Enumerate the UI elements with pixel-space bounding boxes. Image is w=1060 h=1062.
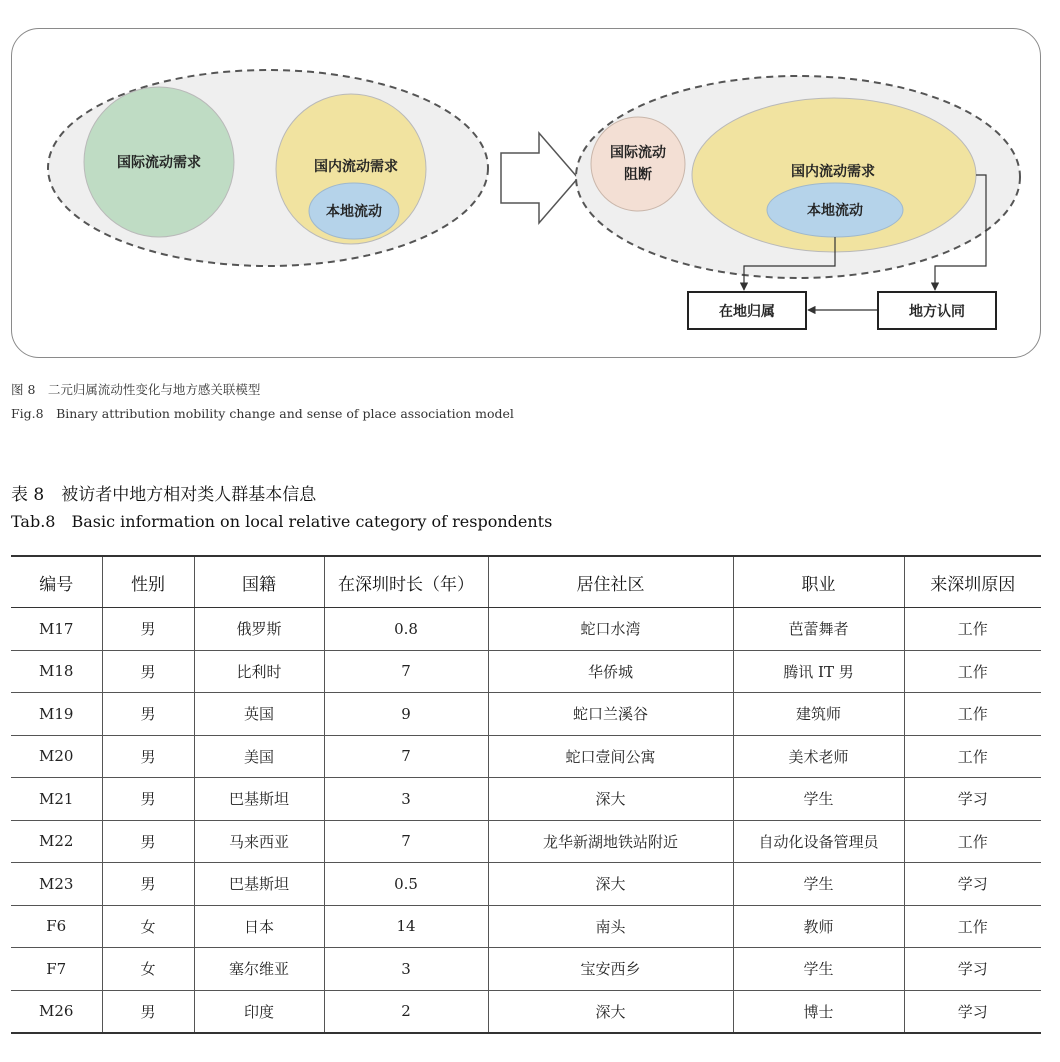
cell-gender: 男 — [102, 990, 194, 1033]
international-mobility-label: 国际流动需求 — [117, 155, 201, 171]
cell-reason: 学习 — [904, 778, 1041, 821]
transition-arrow-icon — [501, 133, 578, 223]
cell-occupation: 建筑师 — [733, 693, 904, 736]
cell-community: 龙华新湖地铁站附近 — [488, 820, 733, 863]
table-row — [11, 863, 1041, 906]
cell-nationality: 美国 — [194, 735, 324, 778]
figure-caption-cn: 图 8 二元归属流动性变化与地方感关联模型 — [11, 382, 261, 397]
cell-reason: 工作 — [904, 905, 1041, 948]
cell-nationality: 俄罗斯 — [194, 608, 324, 651]
cell-gender: 女 — [102, 905, 194, 948]
cell-nationality: 印度 — [194, 990, 324, 1033]
cell-occupation: 学生 — [733, 778, 904, 821]
cell-community: 蛇口壹间公寓 — [488, 735, 733, 778]
cell-community: 深大 — [488, 863, 733, 906]
international-blocked-label-line2: 阻断 — [624, 167, 652, 183]
cell-years: 0.8 — [324, 608, 488, 651]
cell-gender: 男 — [102, 693, 194, 736]
cell-community: 蛇口水湾 — [488, 608, 733, 651]
local-belonging-label: 在地归属 — [719, 304, 775, 320]
table-row — [11, 693, 1041, 736]
header-id: 编号 — [11, 556, 102, 608]
cell-community: 深大 — [488, 990, 733, 1033]
header-nationality: 国籍 — [194, 556, 324, 608]
cell-occupation: 美术老师 — [733, 735, 904, 778]
cell-id: F6 — [11, 905, 102, 948]
cell-nationality: 日本 — [194, 905, 324, 948]
cell-years: 14 — [324, 905, 488, 948]
cell-occupation: 芭蕾舞者 — [733, 608, 904, 651]
cell-years: 7 — [324, 820, 488, 863]
table-title-en: Tab.8 Basic information on local relative category of respondents — [11, 512, 553, 531]
table-row — [11, 650, 1041, 693]
association-model-diagram — [11, 28, 1041, 358]
header-gender: 性别 — [102, 556, 194, 608]
local-mobility-label: 本地流动 — [326, 204, 382, 220]
cell-gender: 男 — [102, 735, 194, 778]
cell-community: 蛇口兰溪谷 — [488, 693, 733, 736]
cell-id: M18 — [11, 650, 102, 693]
cell-nationality: 马来西亚 — [194, 820, 324, 863]
cell-gender: 男 — [102, 608, 194, 651]
table-title-cn: 表 8 被访者中地方相对类人群基本信息 — [11, 485, 317, 505]
international-blocked-label-line1: 国际流动 — [610, 145, 666, 161]
cell-gender: 女 — [102, 948, 194, 991]
cell-id: M17 — [11, 608, 102, 651]
cell-reason: 工作 — [904, 693, 1041, 736]
cell-occupation: 腾讯 IT 男 — [733, 650, 904, 693]
cell-occupation: 学生 — [733, 863, 904, 906]
table-row — [11, 820, 1041, 863]
cell-reason: 学习 — [904, 863, 1041, 906]
cell-occupation: 教师 — [733, 905, 904, 948]
cell-years: 7 — [324, 650, 488, 693]
table-row — [11, 948, 1041, 991]
cell-community: 深大 — [488, 778, 733, 821]
cell-years: 9 — [324, 693, 488, 736]
domestic-mobility-label: 国内流动需求 — [314, 159, 398, 175]
cell-nationality: 比利时 — [194, 650, 324, 693]
local-mobility-label-right: 本地流动 — [807, 203, 863, 219]
cell-reason: 学习 — [904, 948, 1041, 991]
cell-gender: 男 — [102, 650, 194, 693]
domestic-mobility-label-right: 国内流动需求 — [791, 164, 875, 180]
cell-community: 宝安西乡 — [488, 948, 733, 991]
cell-community: 华侨城 — [488, 650, 733, 693]
cell-nationality: 巴基斯坦 — [194, 778, 324, 821]
cell-id: M19 — [11, 693, 102, 736]
table-row — [11, 905, 1041, 948]
cell-reason: 工作 — [904, 820, 1041, 863]
header-years-in-shenzhen: 在深圳时长（年） — [324, 556, 488, 608]
cell-years: 3 — [324, 948, 488, 991]
cell-gender: 男 — [102, 863, 194, 906]
cell-occupation: 博士 — [733, 990, 904, 1033]
cell-nationality: 英国 — [194, 693, 324, 736]
cell-nationality: 巴基斯坦 — [194, 863, 324, 906]
cell-reason: 工作 — [904, 735, 1041, 778]
header-occupation: 职业 — [733, 556, 904, 608]
cell-id: F7 — [11, 948, 102, 991]
table-row — [11, 735, 1041, 778]
cell-occupation: 自动化设备管理员 — [733, 820, 904, 863]
cell-gender: 男 — [102, 778, 194, 821]
table-row — [11, 608, 1041, 651]
cell-community: 南头 — [488, 905, 733, 948]
figure-caption-en: Fig.8 Binary attribution mobility change and sense of place association model — [11, 406, 514, 421]
table-header-row — [11, 556, 1041, 608]
cell-id: M22 — [11, 820, 102, 863]
cell-id: M21 — [11, 778, 102, 821]
header-reason: 来深圳原因 — [904, 556, 1041, 608]
cell-nationality: 塞尔维亚 — [194, 948, 324, 991]
cell-gender: 男 — [102, 820, 194, 863]
respondents-table — [11, 555, 1041, 1034]
cell-years: 2 — [324, 990, 488, 1033]
header-community: 居住社区 — [488, 556, 733, 608]
cell-reason: 工作 — [904, 650, 1041, 693]
place-identity-label: 地方认同 — [909, 304, 965, 320]
cell-id: M20 — [11, 735, 102, 778]
cell-reason: 学习 — [904, 990, 1041, 1033]
cell-years: 3 — [324, 778, 488, 821]
cell-reason: 工作 — [904, 608, 1041, 651]
cell-occupation: 学生 — [733, 948, 904, 991]
cell-years: 7 — [324, 735, 488, 778]
cell-id: M26 — [11, 990, 102, 1033]
table-row — [11, 778, 1041, 821]
cell-id: M23 — [11, 863, 102, 906]
cell-years: 0.5 — [324, 863, 488, 906]
international-blocked-circle — [591, 117, 685, 211]
table-row — [11, 990, 1041, 1033]
